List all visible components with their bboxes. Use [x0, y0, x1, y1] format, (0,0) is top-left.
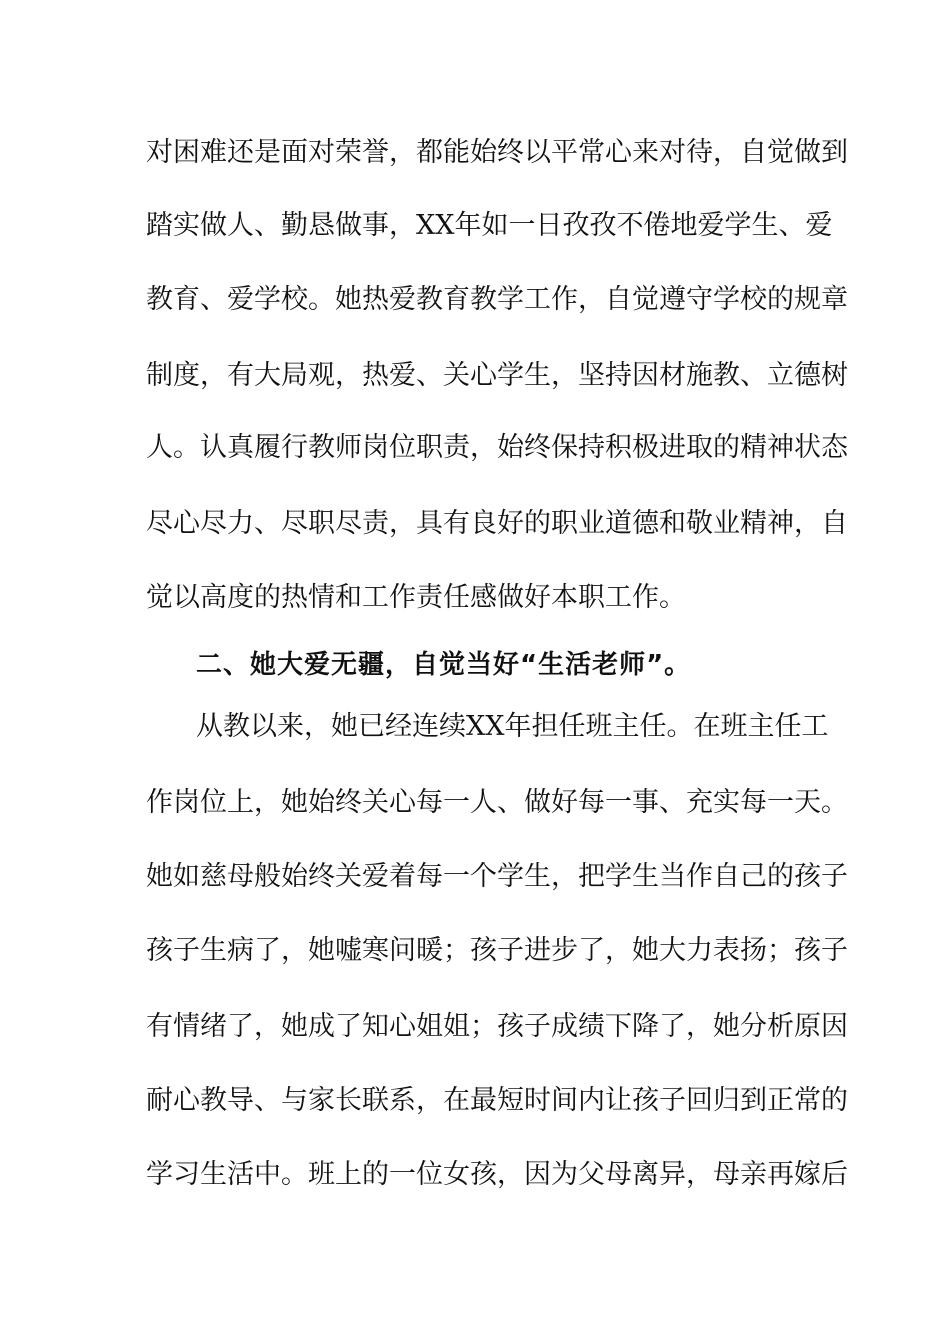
- paragraph-line: 人。认真履行教师岗位职责，始终保持积极进取的精神状态: [146, 432, 848, 463]
- paragraph-line: 她如慈母般始终关爱着每一个学生，把学生当作自己的孩子: [146, 861, 848, 892]
- paragraph-line: 有情绪了，她成了知心姐姐；孩子成绩下降了，她分析原因: [146, 1011, 848, 1042]
- section-heading: 二、她大爱无疆，自觉当好“生活老师”。: [196, 650, 692, 680]
- paragraph-line: 从教以来，她已经连续XX年担任班主任。在班主任工: [196, 711, 829, 742]
- paragraph-line: 作岗位上，她始终关心每一人、做好每一事、充实每一天。: [146, 787, 848, 818]
- paragraph-line: 孩子生病了，她嘘寒问暖；孩子进步了，她大力表扬；孩子: [146, 935, 848, 966]
- paragraph-line: 觉以高度的热情和工作责任感做好本职工作。: [146, 582, 686, 613]
- paragraph-line: 尽心尽力、尽职尽责，具有良好的职业道德和敬业精神，自: [146, 508, 848, 539]
- paragraph-line: 踏实做人、勤恳做事，XX年如一日孜孜不倦地爱学生、爱: [146, 210, 833, 241]
- paragraph-line: 制度，有大局观，热爱、关心学生，坚持因材施教、立德树: [146, 360, 848, 391]
- paragraph-line: 耐心教导、与家长联系，在最短时间内让孩子回归到正常的: [146, 1085, 848, 1116]
- paragraph-line: 对困难还是面对荣誉，都能始终以平常心来对待，自觉做到: [146, 137, 848, 168]
- paragraph-line: 教育、爱学校。她热爱教育教学工作，自觉遵守学校的规章: [146, 284, 848, 315]
- paragraph-line: 学习生活中。班上的一位女孩，因为父母离异，母亲再嫁后: [146, 1159, 848, 1190]
